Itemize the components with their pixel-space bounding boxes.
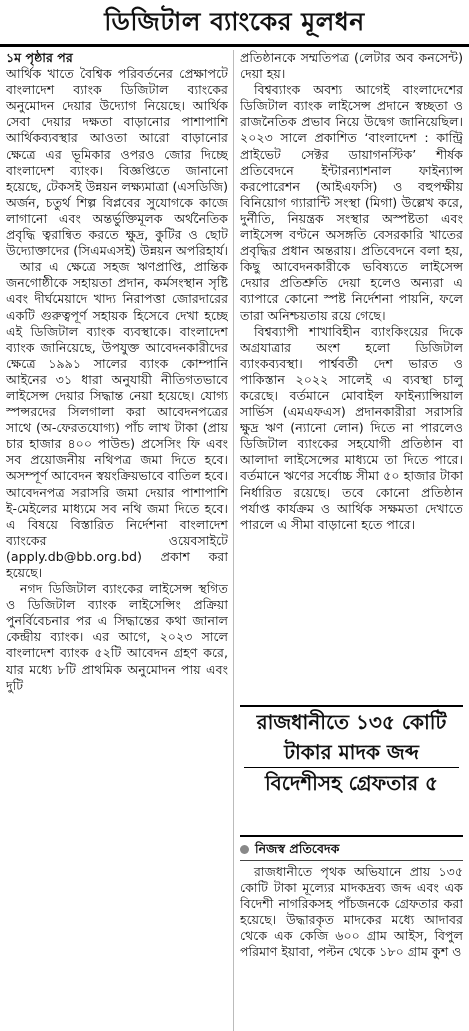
article-paragraph: রাজধানীতে পৃথক অভিযানে প্রায় ১৩৫ কোটি টাকা মূল্যের মাদকদ্রব্য জব্দ এবং এক বিদেশী নাগরিকসহ পাঁচজনকে গ্রেফতার করা হয়েছে। উদ্ধারকৃত মাদকের মধ্যে আদাবর থেকে এক কেজি ৬০০ গ্রাম আইস, বিপুল পরিমাণ ইয়াবা, পল্টন থেকে ১৮০ গ্রাম কুশ ও — [240, 864, 463, 960]
article-paragraph: নগদ ডিজিটাল ব্যাংকের লাইসেন্স স্থগিত ও ডিজিটাল ব্যাংক লাইসেন্সিং প্রক্রিয়া পুনর্বিবেচনার পর এ সিদ্ধান্তের কথা জানাল কেন্দ্রীয় ব্যাংক। এর আগে, ২০২৩ সালে বাংলাদেশ ব্যাংক ৫২টি আবেদন গ্রহণ করে, যার মধ্যে ৮টি প্রাথমিক অনুমোদন পায় এবং দুটি — [6, 581, 228, 693]
byline — [240, 838, 463, 861]
second-article-headline-line-3: বিদেশীসহ গ্রেফতার ৫ — [244, 767, 459, 798]
article-paragraph: বিশ্বব্যাংক অবশ্য আগেই বাংলাদেশের ডিজিটাল ব্যাংক লাইসেন্স প্রদানে স্বচ্ছতা ও রাজনৈতিক প্রভাব নিয়ে উদ্বেগ জানিয়েছিল। ২০২৩ সালে প্রকাশিত ‘বাংলাদেশ : কান্ট্রি প্রাইভেট সেক্টর ডায়াগনস্টিক’ শীর্ষক প্রতিবেদনে ইন্টারন্যাশনাল ফাইন্যান্স করপোরেশন (আইএফসি) ও বহুপক্ষীয় বিনিয়োগ গ্যারান্টি সংস্থা (মিগা) উল্লেখ করে, দুর্নীতি, নিয়ন্ত্রক সংস্থার অস্পষ্টতা এবং লাইসেন্স বণ্টনে অসঙ্গতি বেসরকারি খাতের প্রবৃদ্ধির প্রধান অন্তরায়। প্রতিবেদনে বলা হয়, কিছু আবেদনকারীকে ভবিষ্যতে লাইসেন্স দেয়ার প্রতিশ্রুতি দেয়া হলেও অন্যরা এ ব্যাপারে কোনো স্পষ্ট নির্দেশনা পায়নি, ফলে তারা অনিশ্চয়তায় রয়ে গেছে। — [240, 82, 463, 323]
second-article-headline-line-2: টাকার মাদক জব্দ — [284, 740, 419, 764]
second-article-headline-box — [240, 705, 463, 837]
article-paragraph: বিশ্বব্যাপী শাখাবিহীন ব্যাংকিংয়ের দিকে অগ্রযাত্রার অংশ হলো ডিজিটাল ব্যাংকব্যবস্থা। পার্শ্ববর্তী দেশ ভারত ও পাকিস্তান ২০২২ সালেই এ ব্যবস্থা চালু করেছে। বর্তমানে মোবাইল ফাইন্যান্সিয়াল সার্ভিস (এমএফএস) প্রদানকারীরা সরাসরি ক্ষুদ্র ঋণ (ন্যানো লোন) দিতে না পারলেও ডিজিটাল ব্যাংকের সহযোগী প্রতিষ্ঠান বা আলাদা লাইসেন্সের মাধ্যমে তা দিতে পারে। বর্তমানে ঋণের সর্বোচ্চ সীমা ৫০ হাজার টাকা নির্ধারিত রয়েছে। তবে কোনো প্রতিষ্ঠান পর্যাপ্ত কার্যক্রম ও আর্থিক সক্ষমতা দেখাতে পারলে এ সীমা বাড়ানো হতে পারে। — [240, 323, 463, 532]
continued-label: ১ম পৃষ্ঠার পর — [6, 50, 73, 65]
right-column — [240, 50, 463, 700]
article-paragraph — [6, 50, 228, 259]
article-headline: ডিজিটাল ব্যাংকের মূলধন — [0, 0, 469, 47]
byline-text: নিজস্ব প্রতিবেদক — [255, 841, 340, 856]
column-divider — [233, 50, 234, 1031]
article-paragraph: আর এ ক্ষেত্রে সহজ ঋণপ্রাপ্তি, প্রান্তিক জনগোষ্ঠীকে সহায়তা প্রদান, কর্মসংস্থান সৃষ্টি এবং দীর্ঘমেয়াদে খাদ্য নিরাপত্তা জোরদারের একটি গুরুত্বপূর্ণ সহায়ক হিসেবে দেখা হচ্ছে এই ডিজিটাল ব্যাংক ব্যবস্থাকে। বাংলাদেশ ব্যাংক জানিয়েছে, উপযুক্ত আবেদনকারীদের ক্ষেত্রে ১৯৯১ সালের ব্যাংক কোম্পানি আইনের ৩১ ধারা অনুযায়ী নীতিগতভাবে লাইসেন্স দেয়ার সিদ্ধান্ত নেয়া হয়েছে। যোগ্য স্পন্সরদের সিলগালা করা আবেদনপত্রের সাথে (অ-ফেরতযোগ্য) পাঁচ লাখ টাকা (প্রায় চার হাজার ৪০০ পাউন্ড) প্রসেসিং ফি এবং সব প্রয়োজনীয় নথিপত্র জমা দিতে হবে। অসম্পূর্ণ আবেদন স্বয়ংক্রিয়ভাবে বাতিল হবে। আবেদনপত্র সরাসরি জমা দেয়ার পাশাপাশি ই-মেইলের মাধ্যমে সব নথি জমা দিতে হবে। এ বিষয়ে বিস্তারিত নির্দেশনা বাংলাদেশ ব্যাংকের ওয়েবসাইটে (apply.db@bb.org.bd) প্রকাশ করা হয়েছে। — [6, 259, 228, 580]
bullet-icon — [240, 845, 249, 854]
paragraph-text: আর্থিক খাতে বৈশ্বিক পরিবর্তনের প্রেক্ষাপটে বাংলাদেশ ব্যাংক ডিজিটাল ব্যাংকের অনুমোদন দেয়ার উদ্যোগ নিয়েছে। আর্থিক সেবা দেয়ার দক্ষতা বাড়ানোর পাশাপাশি আর্থিকব্যবস্থার আওতা আরো বাড়ানোর ক্ষেত্রে এর ভূমিকার ওপরও জোর দিচ্ছে বাংলাদেশ ব্যাংক। বিজ্ঞপ্তিতে জানানো হয়েছে, টেকসই উন্নয়ন লক্ষ্যমাত্রা (এসডিজি) অর্জন, চতুর্থ শিল্প বিপ্লবের সুযোগকে কাজে লাগানো এবং অন্তর্ভুক্তিমূলক অর্থনৈতিক প্রবৃদ্ধি ত্বরান্বিত করতে ক্ষুদ্র, কুটির ও ছোট উদ্যোক্তাদের (সিএমএসই) উন্নয়ন অপরিহার্য। — [6, 66, 228, 259]
second-article-body — [240, 864, 463, 1031]
left-column — [6, 50, 228, 1031]
article-paragraph: প্রতিষ্ঠানকে সম্মতিপত্র (লেটার অব কনসেন্ট) দেয়া হয়। — [240, 50, 463, 82]
second-article-headline-line-1: রাজধানীতে ১৩৫ কোটি — [256, 710, 447, 734]
